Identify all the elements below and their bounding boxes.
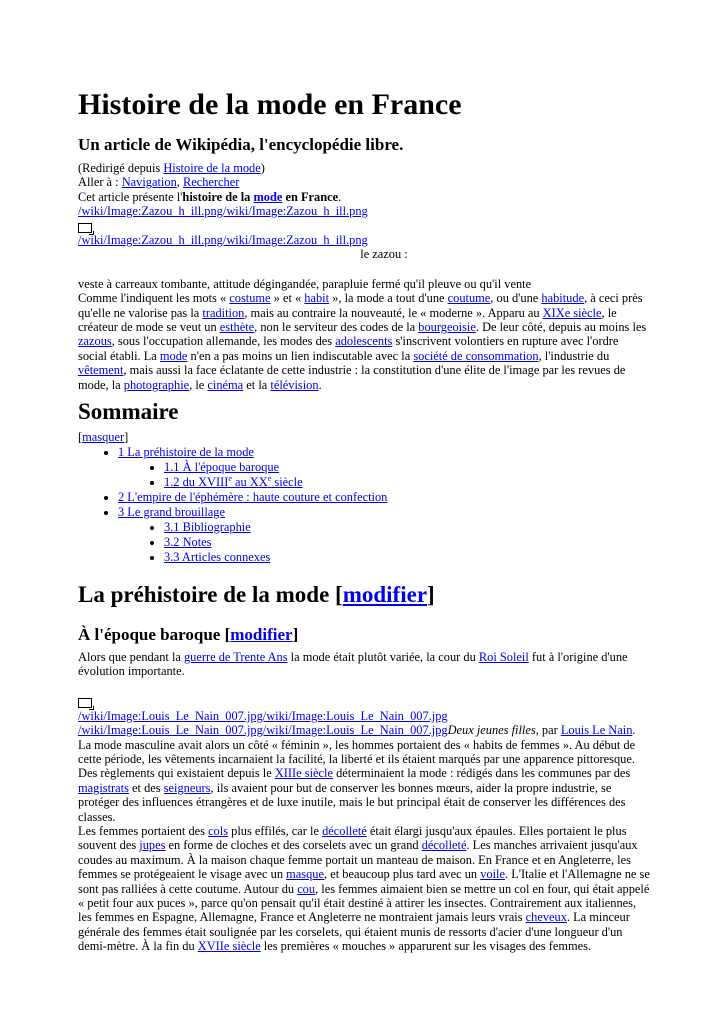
toc-link-1-1[interactable]: 1.1 À l'époque baroque <box>164 459 280 474</box>
image-link-louis-le-nain[interactable]: /wiki/Image:Louis_Le_Nain_007.jpg/wiki/Image:Louis_Le_Nain_007.jpg <box>78 708 448 723</box>
toc-link-3-3[interactable]: 3.3 Articles connexes <box>164 549 271 564</box>
link-louis-le-nain[interactable]: Louis Le Nain <box>560 723 633 738</box>
link-xiii-siecle[interactable]: XIIIe siècle <box>274 766 333 781</box>
edit-link[interactable]: modifier <box>230 624 293 644</box>
toc-link-3-2[interactable]: 3.2 Notes <box>164 534 212 549</box>
jump-links: Aller à : Navigation, Rechercher <box>78 175 240 190</box>
search-link[interactable]: Rechercher <box>182 175 240 190</box>
link-jupes[interactable]: jupes <box>139 838 166 853</box>
toc-item <box>164 475 650 490</box>
link-seigneurs[interactable]: seigneurs <box>163 780 211 795</box>
toc-heading: Sommaire <box>78 399 179 425</box>
link-cou[interactable]: cou <box>297 881 316 896</box>
toc-item <box>164 550 650 565</box>
link-bourgeoisie[interactable]: bourgeoisie <box>418 320 476 335</box>
image-caption: le zazou : <box>360 247 408 262</box>
link-decollete[interactable]: décolleté <box>322 823 367 838</box>
toc-link-1-2[interactable]: 1.2 du XVIIIe au XXe siècle <box>164 473 303 489</box>
link-adolescents[interactable]: adolescents <box>335 334 393 349</box>
mode-link[interactable]: mode <box>253 189 283 204</box>
image-link-zazou-2[interactable]: /wiki/Image:Zazou_h_ill.png/wiki/Image:Zazou_h_ill.png <box>78 233 368 248</box>
link-vetement[interactable]: vêtement <box>78 363 124 378</box>
baroque-paragraph: Alors que pendant la guerre de Trente Ans la mode était plutôt variée, la cour du Roi Soleil fut à l'origine d'une évolution importante. <box>78 649 628 678</box>
intro-line: Cet article présente l'histoire de la mode en France. <box>78 189 342 204</box>
link-masque[interactable]: masque <box>286 867 325 882</box>
broken-image-icon[interactable] <box>78 223 92 233</box>
redirect-note: (Redirigé depuis Histoire de la mode) <box>78 161 265 175</box>
link-esthete[interactable]: esthète <box>219 320 255 335</box>
toc-item <box>164 535 650 550</box>
toc-toggle: [masquer] <box>78 430 129 445</box>
page-subtitle: Un article de Wikipédia, l'encyclopédie libre. <box>78 135 404 154</box>
edit-link[interactable]: modifier <box>342 581 428 607</box>
toc-hide-link[interactable]: masquer <box>82 430 125 445</box>
navigation-link[interactable]: Navigation <box>121 175 177 190</box>
link-habit[interactable]: habit <box>304 291 330 306</box>
body-paragraph: La mode masculine avait alors un côté « féminin », les hommes portaient des « habits de femmes ». Au début de cette période, les vêtements incarnaient la facilité, la liberté et ils étaient marqués par une apparence pittoresque. Des règlements qui existaient depuis le XIIIe siècle déterminaient la mode : rédigés dans les communes par des magistrats et des seigneurs, ils avaient pour but de conserver les bonnes mœurs, aider la propre industrie, se protéger des influences étrangères et de luxe inutile, mais le but principal était de conserver les différences des classes. <box>78 737 636 824</box>
link-roi-soleil[interactable]: Roi Soleil <box>478 649 529 664</box>
link-decollete-2[interactable]: décolleté <box>421 838 467 853</box>
link-magistrats[interactable]: magistrats <box>78 780 129 795</box>
toc-item <box>164 460 650 475</box>
link-tradition[interactable]: tradition <box>202 305 245 320</box>
image-link-louis-le-nain-2[interactable]: /wiki/Image:Louis_Le_Nain_007.jpg/wiki/Image:Louis_Le_Nain_007.jpg <box>78 723 448 738</box>
link-voile[interactable]: voile <box>480 867 505 882</box>
toc-item <box>118 505 650 565</box>
link-mode[interactable]: mode <box>159 348 188 363</box>
page-title: Histoire de la mode en France <box>78 88 462 121</box>
link-photographie[interactable]: photographie <box>123 377 190 392</box>
section-heading-prehistoire: La préhistoire de la mode [modifier] <box>78 581 435 607</box>
link-costume[interactable]: costume <box>229 291 271 306</box>
link-habitude[interactable]: habitude <box>541 291 585 306</box>
link-xvii-siecle[interactable]: XVIIe siècle <box>197 939 261 954</box>
toc-link-3[interactable]: 3 Le grand brouillage <box>118 504 226 519</box>
link-zazous[interactable]: zazous <box>78 334 112 349</box>
broken-image-icon[interactable] <box>78 698 92 708</box>
toc-item <box>118 445 650 490</box>
toc-link-3-1[interactable]: 3.1 Bibliographie <box>164 519 251 534</box>
toc-item <box>164 520 650 535</box>
image-caption-line: /wiki/Image:Louis_Le_Nain_007.jpg/wiki/Image:Louis_Le_Nain_007.jpgDeux jeunes filles, par Louis Le Nain. <box>78 723 636 738</box>
toc-link-1[interactable]: 1 La préhistoire de la mode <box>118 444 254 459</box>
link-television[interactable]: télévision <box>270 377 319 392</box>
toc-link-2[interactable]: 2 L'empire de l'éphémère : haute couture et confection <box>118 489 388 504</box>
toc-item <box>118 490 650 505</box>
toc-list <box>78 445 650 565</box>
image-link-zazou[interactable]: /wiki/Image:Zazou_h_ill.png/wiki/Image:Zazou_h_ill.png <box>78 204 368 219</box>
link-xix-siecle[interactable]: XIXe siècle <box>542 305 602 320</box>
image-placeholder-icon <box>78 219 650 233</box>
link-coutume[interactable]: coutume <box>447 291 491 306</box>
redirect-link[interactable]: Histoire de la mode <box>163 161 261 175</box>
link-cols[interactable]: cols <box>208 823 229 838</box>
lead-paragraph: veste à carreaux tombante, attitude dégingandée, parapluie fermé qu'il pleuve ou qu'il vente Comme l'indiquent les mots « costume » et « habit », la mode a tout d'une coutume, ou d'une habitude, à ceci près qu'elle ne valorise pas la tradition, mais au contraire la nouveauté, le « moderne ». Apparu au XIXe siècle, le créateur de mode se veut un esthète, non le serviteur des codes de la bourgeoisie. De leur côté, depuis au moins les zazous, sous l'occupation allemande, les modes des adolescents s'inscrivent volontiers en rupture avec l'ordre social établi. La mode n'en a pas moins un lien indiscutable avec la société de consommation, l'industrie du vêtement, mais aussi la face éclatante de cette industrie : la constitution d'une élite de l'image par les revues de mode, la photographie, le cinéma et la télévision. <box>78 276 647 392</box>
article <box>78 88 650 954</box>
image-placeholder-icon <box>78 694 650 708</box>
link-cinema[interactable]: cinéma <box>207 377 244 392</box>
link-societe-consommation[interactable]: société de consommation <box>413 348 539 363</box>
link-cheveux[interactable]: cheveux <box>525 910 567 925</box>
link-guerre-trente-ans[interactable]: guerre de Trente Ans <box>183 649 288 664</box>
body-paragraph: Les femmes portaient des cols plus effilés, car le décolleté était élargi jusqu'aux épaules. Elles portaient le plus souvent des jupes en forme de cloches et des corselets avec un grand décolleté. Les manches arrivaient jusqu'aux coudes au maximum. À la maison chaque femme portait un manteau de maison. En France et en Angleterre, les femmes se protégeaient le visage avec un masque, et beaucoup plus tard avec un voile. L'Italie et l'Allemagne ne se sont pas ralliées à cette coutume. Autour du cou, les femmes aimaient bien se mettre un col en four, qui était appelé « petit four aux puces », parce qu'on pensait qu'il était destiné à attirer les insectes. Contrairement aux italiennes, les femmes en Espagne, Allemagne, France et Angleterre ne montraient jamais leurs vrais cheveux. La minceur générale des femmes était soulignée par les corselets, qui étaient munis de ressorts d'acier d'une longueur d'un demi-mètre. À la fin du XVIIe siècle les premières « mouches » apparurent sur les visages des femmes. <box>78 823 650 954</box>
section-heading-baroque: À l'époque baroque [modifier] <box>78 624 299 644</box>
